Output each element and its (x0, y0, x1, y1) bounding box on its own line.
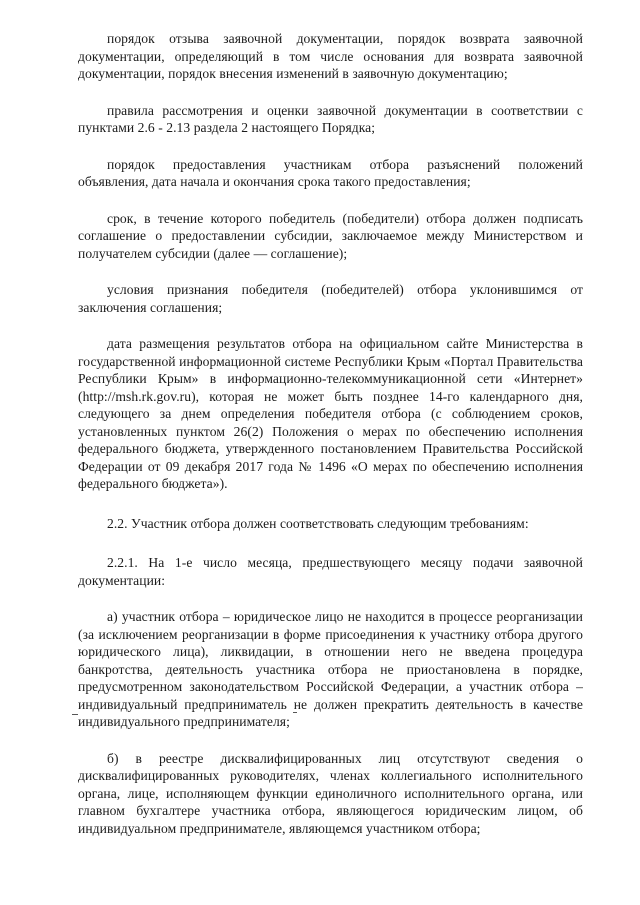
paragraph-results-publication: дата размещения результатов отбора на официальном сайте Министерства в государственной информационной системе Республики Крым «Портал Правительства Республики Крым» в информационно-телекоммуникационной сети «Интернет» (http://msh.rk.gov.ru), которая не может быть позднее 14-го календарного дня, следующего за днем определения победителя отбора (с соблюдением сроков, установленных пунктом 26(2) Положения о мерах по обеспечению исполнения федерального бюджета, утвержденного постановлением Правительства Российской Федерации от 09 декабря 2017 года № 1496 «О мерах по обеспечению исполнения федерального бюджета»). (78, 336, 583, 491)
paragraph-evasion-conditions: условия признания победителя (победителей) отбора уклонившимся от заключения соглашения; (78, 282, 583, 315)
paragraph-item-b: б) в реестре дисквалифицированных лиц отсутствуют сведения о дисквалифицированных руководителях, членах коллегиального исполнительного органа, лице, исполняющем функции единоличного исполнительного органа, или главном бухгалтере участника отбора, являющегося юридическим лицом, об индивидуальном предпринимателе, являющемся участником отбора; (78, 750, 583, 836)
paragraph-clarification-procedure: порядок предоставления участникам отбора разъяснений положений объявления, дата начала и окончания срока такого предоставления; (78, 156, 583, 189)
paragraph-item-a: а) участник отбора – юридическое лицо не находится в процессе реорганизации (за исключением реорганизации в форме присоединения к участнику отбора другого юридического лица), ликвидации, в отношении него не введена процедура банкротства, деятельность участника отбора не приостановлена в порядке, предусмотренном законодательством Российской Федерации, а участник отбора – индивидуальный предприниматель не должен прекратить деятельность в качестве индивидуального предпринимателя; (78, 609, 583, 729)
paragraph-agreement-term: срок, в течение которого победитель (победители) отбора должен подписать соглашение о предоставлении субсидии, заключаемое между Министерством и получателем субсидии (далее — соглашение); (78, 210, 583, 261)
paragraph-section-2-2-1: 2.2.1. На 1-е число месяца, предшествующего месяцу подачи заявочной документации: (78, 555, 583, 588)
scan-mark (293, 712, 297, 713)
document-page (78, 30, 583, 856)
paragraph-withdrawal-procedure: порядок отзыва заявочной документации, порядок возврата заявочной документации, определяющий в том числе основания для возврата заявочной документации, порядок внесения изменений в заявочную документацию; (78, 31, 583, 81)
paragraph-section-2-2: 2.2. Участник отбора должен соответствовать следующим требованиям: (107, 515, 529, 531)
paragraph-review-rules: правила рассмотрения и оценки заявочной документации в соответствии с пунктами 2.6 - 2.13 раздела 2 настоящего Порядка; (78, 102, 583, 135)
scan-mark (72, 714, 78, 715)
